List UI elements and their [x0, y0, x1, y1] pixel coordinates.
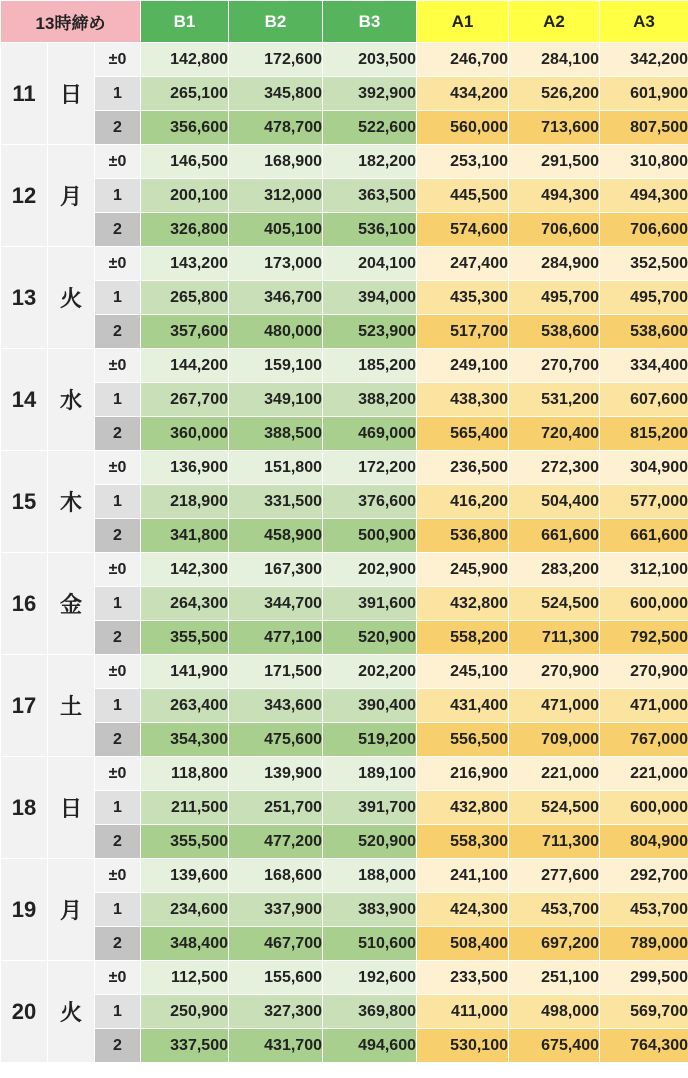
level-cell: 1 [95, 383, 141, 417]
price-cell: 477,100 [229, 621, 323, 655]
price-cell: 265,100 [141, 77, 229, 111]
price-cell: 357,600 [141, 315, 229, 349]
day-cell: 13 [1, 247, 48, 349]
price-cell: 167,300 [229, 553, 323, 587]
level-cell: 1 [95, 587, 141, 621]
price-cell: 356,600 [141, 111, 229, 145]
price-cell: 345,800 [229, 77, 323, 111]
price-cell: 494,300 [600, 179, 688, 213]
price-cell: 804,900 [600, 825, 688, 859]
price-cell: 272,300 [509, 451, 600, 485]
price-cell: 168,600 [229, 859, 323, 893]
price-cell: 376,600 [323, 485, 417, 519]
price-cell: 263,400 [141, 689, 229, 723]
price-cell: 711,300 [509, 825, 600, 859]
price-cell: 203,500 [323, 43, 417, 77]
table-row [1, 655, 688, 689]
price-cell: 764,300 [600, 1029, 688, 1063]
table-row [1, 825, 688, 859]
price-cell: 192,600 [323, 961, 417, 995]
price-cell: 536,800 [417, 519, 509, 553]
price-cell: 478,700 [229, 111, 323, 145]
day-cell: 17 [1, 655, 48, 757]
price-cell: 141,900 [141, 655, 229, 689]
price-cell: 139,900 [229, 757, 323, 791]
table-row [1, 451, 688, 485]
table-row [1, 519, 688, 553]
level-cell: ±0 [95, 859, 141, 893]
price-cell: 556,500 [417, 723, 509, 757]
table-row [1, 621, 688, 655]
price-cell: 494,600 [323, 1029, 417, 1063]
price-cell: 216,900 [417, 757, 509, 791]
column-header-a1: A1 [417, 1, 509, 43]
price-cell: 343,600 [229, 689, 323, 723]
price-cell: 815,200 [600, 417, 688, 451]
price-cell: 807,500 [600, 111, 688, 145]
table-row [1, 247, 688, 281]
price-cell: 477,200 [229, 825, 323, 859]
price-cell: 354,300 [141, 723, 229, 757]
price-cell: 720,400 [509, 417, 600, 451]
price-cell: 706,600 [600, 213, 688, 247]
price-cell: 284,900 [509, 247, 600, 281]
price-cell: 326,800 [141, 213, 229, 247]
column-header-a2: A2 [509, 1, 600, 43]
table-body [1, 43, 688, 1063]
price-cell: 267,700 [141, 383, 229, 417]
price-cell: 299,500 [600, 961, 688, 995]
weekday-cell: 日 [48, 757, 95, 859]
price-cell: 508,400 [417, 927, 509, 961]
price-cell: 392,900 [323, 77, 417, 111]
level-cell: ±0 [95, 43, 141, 77]
price-cell: 517,700 [417, 315, 509, 349]
price-cell: 416,200 [417, 485, 509, 519]
price-cell: 172,600 [229, 43, 323, 77]
table-row [1, 927, 688, 961]
price-cell: 241,100 [417, 859, 509, 893]
price-cell: 607,600 [600, 383, 688, 417]
table-row [1, 43, 688, 77]
price-cell: 341,800 [141, 519, 229, 553]
price-cell: 706,600 [509, 213, 600, 247]
table-row [1, 213, 688, 247]
table-row [1, 961, 688, 995]
price-cell: 458,900 [229, 519, 323, 553]
column-header-b2: B2 [229, 1, 323, 43]
price-cell: 494,300 [509, 179, 600, 213]
price-cell: 434,200 [417, 77, 509, 111]
table-row [1, 179, 688, 213]
price-cell: 142,300 [141, 553, 229, 587]
price-cell: 270,900 [509, 655, 600, 689]
day-cell: 15 [1, 451, 48, 553]
price-cell: 253,100 [417, 145, 509, 179]
price-cell: 144,200 [141, 349, 229, 383]
price-cell: 560,000 [417, 111, 509, 145]
price-cell: 251,100 [509, 961, 600, 995]
price-cell: 291,500 [509, 145, 600, 179]
price-cell: 504,400 [509, 485, 600, 519]
price-cell: 530,100 [417, 1029, 509, 1063]
weekday-cell: 水 [48, 349, 95, 451]
level-cell: 2 [95, 417, 141, 451]
table-row [1, 485, 688, 519]
price-cell: 789,000 [600, 927, 688, 961]
table-row [1, 281, 688, 315]
price-cell: 558,300 [417, 825, 509, 859]
price-cell: 388,500 [229, 417, 323, 451]
price-cell: 159,100 [229, 349, 323, 383]
weekday-cell: 木 [48, 451, 95, 553]
cutoff-header: 13時締め [1, 1, 141, 43]
weekday-cell: 金 [48, 553, 95, 655]
level-cell: 2 [95, 315, 141, 349]
table-row [1, 77, 688, 111]
price-cell: 142,800 [141, 43, 229, 77]
price-cell: 558,200 [417, 621, 509, 655]
price-cell: 424,300 [417, 893, 509, 927]
price-cell: 304,900 [600, 451, 688, 485]
price-cell: 495,700 [509, 281, 600, 315]
level-cell: 1 [95, 179, 141, 213]
price-cell: 342,200 [600, 43, 688, 77]
table-row [1, 111, 688, 145]
level-cell: ±0 [95, 655, 141, 689]
price-cell: 390,400 [323, 689, 417, 723]
price-cell: 277,600 [509, 859, 600, 893]
price-cell: 445,500 [417, 179, 509, 213]
price-cell: 172,200 [323, 451, 417, 485]
price-cell: 283,200 [509, 553, 600, 587]
price-cell: 355,500 [141, 621, 229, 655]
table-row [1, 859, 688, 893]
price-cell: 538,600 [600, 315, 688, 349]
weekday-cell: 土 [48, 655, 95, 757]
price-cell: 363,500 [323, 179, 417, 213]
price-cell: 711,300 [509, 621, 600, 655]
price-cell: 453,700 [600, 893, 688, 927]
price-cell: 334,400 [600, 349, 688, 383]
price-cell: 697,200 [509, 927, 600, 961]
price-cell: 498,000 [509, 995, 600, 1029]
price-cell: 185,200 [323, 349, 417, 383]
price-cell: 471,000 [509, 689, 600, 723]
price-cell: 151,800 [229, 451, 323, 485]
level-cell: ±0 [95, 349, 141, 383]
price-cell: 136,900 [141, 451, 229, 485]
price-cell: 792,500 [600, 621, 688, 655]
table-row [1, 349, 688, 383]
level-cell: 1 [95, 995, 141, 1029]
price-cell: 218,900 [141, 485, 229, 519]
price-cell: 577,000 [600, 485, 688, 519]
weekday-cell: 火 [48, 247, 95, 349]
price-cell: 250,900 [141, 995, 229, 1029]
price-cell: 405,100 [229, 213, 323, 247]
price-cell: 569,700 [600, 995, 688, 1029]
price-cell: 202,200 [323, 655, 417, 689]
day-cell: 19 [1, 859, 48, 961]
price-cell: 352,500 [600, 247, 688, 281]
level-cell: ±0 [95, 553, 141, 587]
price-cell: 202,900 [323, 553, 417, 587]
price-cell: 713,600 [509, 111, 600, 145]
price-cell: 469,000 [323, 417, 417, 451]
table-row [1, 383, 688, 417]
price-cell: 500,900 [323, 519, 417, 553]
price-cell: 337,500 [141, 1029, 229, 1063]
price-cell: 600,000 [600, 791, 688, 825]
price-cell: 221,000 [509, 757, 600, 791]
price-cell: 236,500 [417, 451, 509, 485]
price-cell: 355,500 [141, 825, 229, 859]
price-cell: 475,600 [229, 723, 323, 757]
price-cell: 519,200 [323, 723, 417, 757]
price-cell: 480,000 [229, 315, 323, 349]
price-cell: 524,500 [509, 791, 600, 825]
price-cell: 495,700 [600, 281, 688, 315]
weekday-cell: 月 [48, 859, 95, 961]
price-cell: 284,100 [509, 43, 600, 77]
level-cell: 1 [95, 281, 141, 315]
price-cell: 348,400 [141, 927, 229, 961]
price-cell: 565,400 [417, 417, 509, 451]
level-cell: 1 [95, 485, 141, 519]
price-cell: 411,000 [417, 995, 509, 1029]
day-cell: 11 [1, 43, 48, 145]
day-cell: 12 [1, 145, 48, 247]
level-cell: 1 [95, 791, 141, 825]
header-row [1, 1, 688, 43]
price-cell: 369,800 [323, 995, 417, 1029]
price-cell: 221,000 [600, 757, 688, 791]
price-cell: 270,900 [600, 655, 688, 689]
price-cell: 388,200 [323, 383, 417, 417]
weekday-cell: 月 [48, 145, 95, 247]
price-cell: 360,000 [141, 417, 229, 451]
price-cell: 600,000 [600, 587, 688, 621]
table-row [1, 995, 688, 1029]
level-cell: 2 [95, 213, 141, 247]
price-cell: 327,300 [229, 995, 323, 1029]
level-cell: 2 [95, 111, 141, 145]
price-cell: 523,900 [323, 315, 417, 349]
price-cell: 344,700 [229, 587, 323, 621]
level-cell: 1 [95, 689, 141, 723]
price-cell: 118,800 [141, 757, 229, 791]
table-row [1, 689, 688, 723]
price-cell: 435,300 [417, 281, 509, 315]
price-cell: 173,000 [229, 247, 323, 281]
price-cell: 189,100 [323, 757, 417, 791]
table-row [1, 145, 688, 179]
price-cell: 246,700 [417, 43, 509, 77]
price-cell: 467,700 [229, 927, 323, 961]
price-cell: 531,200 [509, 383, 600, 417]
price-cell: 155,600 [229, 961, 323, 995]
price-cell: 249,100 [417, 349, 509, 383]
price-cell: 574,600 [417, 213, 509, 247]
level-cell: ±0 [95, 145, 141, 179]
price-cell: 453,700 [509, 893, 600, 927]
price-cell: 526,200 [509, 77, 600, 111]
price-cell: 538,600 [509, 315, 600, 349]
day-cell: 14 [1, 349, 48, 451]
table-row [1, 791, 688, 825]
price-cell: 661,600 [509, 519, 600, 553]
price-cell: 146,500 [141, 145, 229, 179]
level-cell: 2 [95, 621, 141, 655]
price-cell: 471,000 [600, 689, 688, 723]
level-cell: 1 [95, 77, 141, 111]
level-cell: 2 [95, 723, 141, 757]
price-cell: 431,700 [229, 1029, 323, 1063]
price-cell: 432,800 [417, 791, 509, 825]
table-row [1, 1029, 688, 1063]
level-cell: 1 [95, 893, 141, 927]
column-header-a3: A3 [600, 1, 688, 43]
price-cell: 520,900 [323, 621, 417, 655]
price-cell: 432,800 [417, 587, 509, 621]
table-row [1, 315, 688, 349]
price-cell: 247,400 [417, 247, 509, 281]
table-row [1, 757, 688, 791]
level-cell: ±0 [95, 757, 141, 791]
price-cell: 171,500 [229, 655, 323, 689]
price-cell: 264,300 [141, 587, 229, 621]
price-cell: 168,900 [229, 145, 323, 179]
level-cell: ±0 [95, 247, 141, 281]
price-cell: 233,500 [417, 961, 509, 995]
day-cell: 16 [1, 553, 48, 655]
price-cell: 520,900 [323, 825, 417, 859]
price-cell: 312,000 [229, 179, 323, 213]
price-cell: 245,100 [417, 655, 509, 689]
price-cell: 536,100 [323, 213, 417, 247]
level-cell: 2 [95, 825, 141, 859]
level-cell: ±0 [95, 961, 141, 995]
price-cell: 188,000 [323, 859, 417, 893]
price-cell: 245,900 [417, 553, 509, 587]
table-row [1, 417, 688, 451]
price-cell: 234,600 [141, 893, 229, 927]
price-cell: 346,700 [229, 281, 323, 315]
price-cell: 270,700 [509, 349, 600, 383]
price-cell: 200,100 [141, 179, 229, 213]
level-cell: 2 [95, 1029, 141, 1063]
level-cell: ±0 [95, 451, 141, 485]
table-row [1, 587, 688, 621]
table-row [1, 553, 688, 587]
weekday-cell: 火 [48, 961, 95, 1063]
price-cell: 331,500 [229, 485, 323, 519]
price-cell: 139,600 [141, 859, 229, 893]
day-cell: 18 [1, 757, 48, 859]
price-cell: 675,400 [509, 1029, 600, 1063]
price-cell: 204,100 [323, 247, 417, 281]
price-cell: 310,800 [600, 145, 688, 179]
price-cell: 182,200 [323, 145, 417, 179]
day-cell: 20 [1, 961, 48, 1063]
price-cell: 394,000 [323, 281, 417, 315]
price-cell: 143,200 [141, 247, 229, 281]
price-cell: 391,700 [323, 791, 417, 825]
price-cell: 391,600 [323, 587, 417, 621]
price-cell: 510,600 [323, 927, 417, 961]
price-cell: 522,600 [323, 111, 417, 145]
table-row [1, 893, 688, 927]
price-cell: 292,700 [600, 859, 688, 893]
table-row [1, 723, 688, 757]
price-cell: 709,000 [509, 723, 600, 757]
price-cell: 767,000 [600, 723, 688, 757]
price-cell: 112,500 [141, 961, 229, 995]
price-cell: 661,600 [600, 519, 688, 553]
price-cell: 431,400 [417, 689, 509, 723]
price-cell: 251,700 [229, 791, 323, 825]
price-cell: 337,900 [229, 893, 323, 927]
price-cell: 349,100 [229, 383, 323, 417]
column-header-b3: B3 [323, 1, 417, 43]
price-cell: 383,900 [323, 893, 417, 927]
price-cell: 211,500 [141, 791, 229, 825]
price-cell: 601,900 [600, 77, 688, 111]
level-cell: 2 [95, 519, 141, 553]
column-header-b1: B1 [141, 1, 229, 43]
price-cell: 524,500 [509, 587, 600, 621]
level-cell: 2 [95, 927, 141, 961]
weekday-cell: 日 [48, 43, 95, 145]
price-cell: 265,800 [141, 281, 229, 315]
price-cell: 312,100 [600, 553, 688, 587]
price-cell: 438,300 [417, 383, 509, 417]
